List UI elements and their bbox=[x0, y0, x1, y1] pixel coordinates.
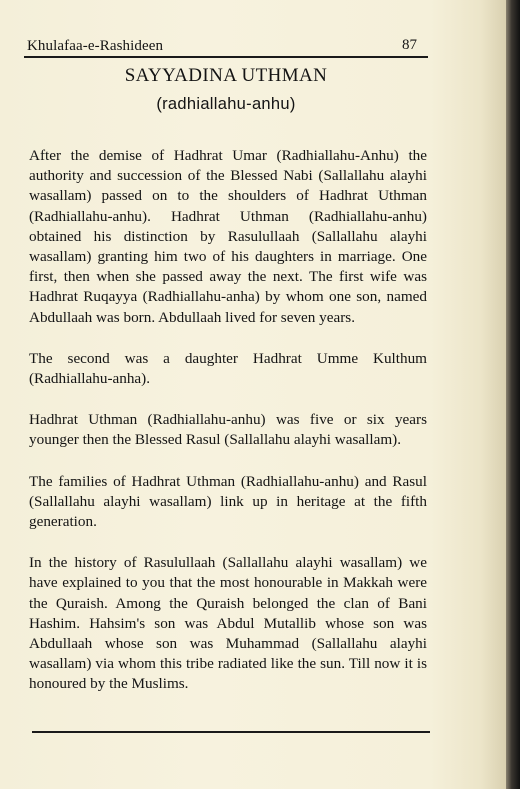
book-edge-shadow bbox=[506, 0, 520, 789]
header-rule bbox=[24, 56, 428, 58]
paragraph: After the demise of Hadhrat Umar (Radhiallahu-Anhu) the authority and succession of the Blessed Nabi (Sallallahu alayhi wasallam) passed on to the shoulders of Hadhrat Uthman (Radhiallahu-anhu). Hadhrat Uthman (Radhiallahu-anhu) obtained his distinction by Rasulullaah (Sallallahu alayhi wasallam) granting him two of his daughters in marriage. One first, then when she passed away the next. The first wife was Hadhrat Ruqayya (Radhiallahu-anha) by whom one son, named Abdullaah was born. Abdullaah lived for seven years. bbox=[29, 147, 427, 326]
chapter-subtitle: (radhiallahu-anhu) bbox=[156, 95, 296, 113]
running-head-title: Khulafaa-e-Rashideen bbox=[27, 38, 164, 54]
page-number: 87 bbox=[402, 37, 417, 53]
paragraph: Hadhrat Uthman (Radhiallahu-anhu) was five or six years younger then the Blessed Rasul (Sallallahu alayhi wasallam). bbox=[29, 411, 427, 449]
body-text bbox=[29, 146, 427, 716]
paragraph: The families of Hadhrat Uthman (Radhiallahu-anhu) and Rasul (Sallallahu alayhi wasallam) link up in heritage at the fifth generation. bbox=[29, 472, 427, 531]
chapter-title: SAYYADINA UTHMAN bbox=[124, 65, 328, 86]
footer-rule bbox=[32, 731, 430, 733]
paragraph: In the history of Rasulullaah (Sallallahu alayhi wasallam) we have explained to you that the most honourable in Makkah were the Quraish. Among the Quraish belonged the clan of Bani Hashim. Hahsim's son was Abdul Mutallib whose son was Abdullaah whose son was Muhammad (Sallallahu alayhi wasallam) via whom this tribe radiated like the sun. Till now it is honoured by the Muslims. bbox=[29, 554, 427, 693]
paragraph: The second was a daughter Hadhrat Umme Kulthum (Radhiallahu-anha). bbox=[29, 349, 427, 388]
